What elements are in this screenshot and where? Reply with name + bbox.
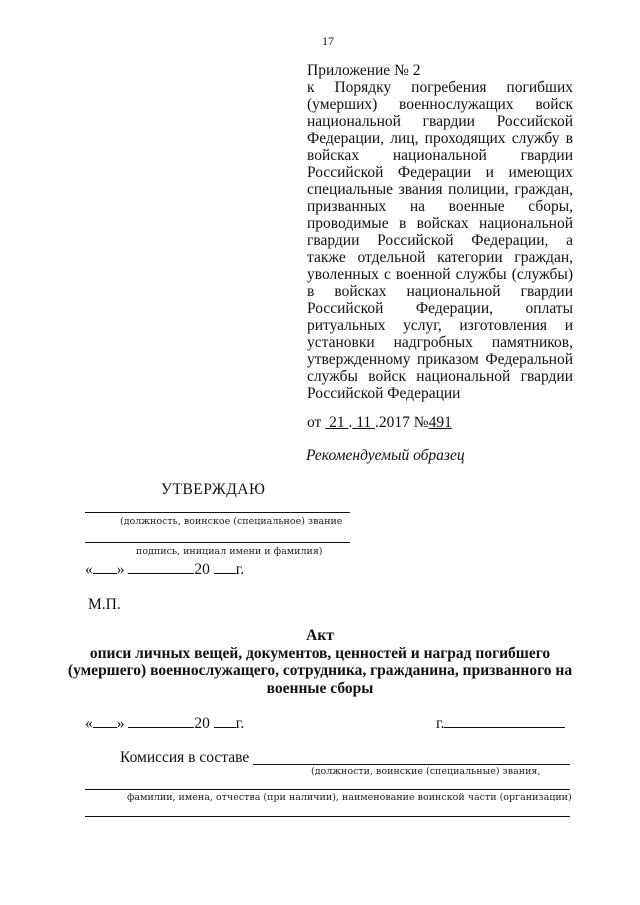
commission-positions-caption: (должности, воинские (специальные) звания, — [311, 766, 541, 777]
position-caption: (должность, воинское (специальное) звание — [120, 516, 343, 527]
act-subject: описи личных вещей, документов, ценностей и наград погибшего (умершего) военнослужащего, сотрудника, гражданина, призванного на военные сборы — [67, 644, 573, 697]
act-word: Акт — [306, 627, 334, 644]
annex-date-day: 21 — [329, 414, 345, 431]
annex-block — [307, 62, 573, 431]
names-line — [85, 789, 570, 790]
annex-date: от 21 . 11 .2017 №491 — [307, 414, 452, 431]
signature-line — [85, 542, 350, 543]
commission-names-caption: фамилии, имена, отчества (при наличии), наименование воинской части (организации) — [127, 792, 572, 803]
approval-date: « » 20 г. — [85, 561, 245, 578]
stamp-place: М.П. — [88, 596, 121, 613]
signature-caption: подпись, инициал имени и фамилия) — [136, 546, 323, 557]
annex-number-sign: № — [413, 414, 429, 431]
act-date: « » 20 г. — [85, 715, 245, 732]
annex-date-prefix: от — [307, 414, 322, 431]
sample-note: Рекомендуемый образец — [306, 447, 465, 464]
annex-body: к Порядку погребения погибших (умерших) военнослужащих войск национальной гвардии Российской Федерации, лиц, проходящих службу в войсках национальной гвардии Российской Федерации и имеющих специальные звания полиции, граждан, призванных на военные сборы, проводимые в войсках национальной гвардии Российской Федерации, а также отдельной категории граждан, уволенных с военной службы (службы) в войсках национальной гвардии Российской Федерации, оплаты ритуальных услуг, изготовления и установки надгробных памятников, утвержденному приказом Федеральной службы войск национальной гвардии Российской Федерации — [307, 79, 573, 402]
annex-date-month: 11 — [356, 414, 372, 431]
position-line — [85, 512, 350, 513]
annex-number: 491 — [428, 414, 452, 431]
approval-heading: УТВЕРЖДАЮ — [161, 481, 266, 498]
bottom-line — [85, 816, 570, 817]
annex-title: Приложение № 2 — [307, 62, 421, 79]
commission-line — [253, 764, 570, 765]
act-title — [60, 627, 580, 697]
commission-label: Комиссия в составе — [120, 749, 250, 766]
page-number: 17 — [322, 34, 334, 48]
annex-date-year: .2017 — [375, 414, 410, 431]
act-city: г. — [436, 714, 565, 733]
